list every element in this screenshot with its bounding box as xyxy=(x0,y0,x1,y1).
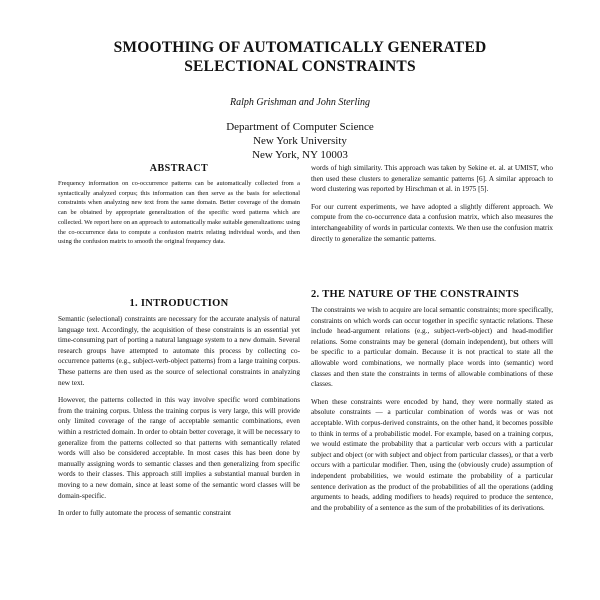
section-1-heading: 1. INTRODUCTION xyxy=(129,298,229,309)
section-2-heading: 2. THE NATURE OF THE CONSTRAINTS xyxy=(311,289,520,300)
affiliation-department: Department of Computer Science xyxy=(226,121,374,133)
right-column-paragraph: For our current experiments, we have adopted a slightly different approach. We compute from the co-occurrence data a confusion matrix, which also measures the interchangeability of words in particular contexts. We then use the confusion matrix directly to generalize the semantic patterns. xyxy=(311,202,553,243)
right-column-intro xyxy=(311,163,553,251)
affiliation-university: New York University xyxy=(253,135,347,147)
section-1-paragraph: Semantic (selectional) constraints are necessary for the accurate analysis of natural language text. Accordingly, the acquisition of these constraints is an essential yet time-consuming part of porting a natural language system to a new domain. Several research groups have attempted to automate this process by collecting co-occurrence patterns (e.g., subject-verb-object patterns) from a large training corpus. These patterns are then used as the source of selectional constraints in analyzing new text. xyxy=(58,315,300,387)
section-2-paragraph: When these constraints were encoded by hand, they were normally stated as absolute constraints — a particular combination of words was or was not acceptable. With corpus-derived constraints, on the other hand, it becomes possible to think in terms of a probabilistic model. For example, based on a training corpus, we would estimate the probability that a particular verb occurs with a particular subject and object (or with subject and object from particular classes), or that a verb occurs with a particular modifier. Then, using the (obviously crude) assumption of independent probabilities, we would estimate the probability of a particular sentence derivation as the product of the probabilities of all the operations (adding arguments to heads, adding modifiers to heads) required to produce the sentence, and the probability of a sentence as the sum of the probabilities of its derivations. xyxy=(311,397,553,512)
section-1-paragraph: In order to fully automate the process of semantic constraint xyxy=(58,509,232,518)
section-2-paragraph: The constraints we wish to acquire are local semantic constraints; more specifically, constraints on which words can occur together in specific syntactic relations. These include head-argument relations (e.g., subject-verb-object) and head-modifier relations. Some constraints may be general (domain independent), but others will be specific to a particular domain. Because it is not practical to state all the allowable word combinations, we normally place words into (semantic) word classes and then state the constraints in terms of allowable combinations of these classes. xyxy=(311,306,553,389)
paper-title-line-1: SMOOTHING OF AUTOMATICALLY GENERATED xyxy=(113,39,487,56)
section-2-body xyxy=(311,305,553,520)
authors: Ralph Grishman and John Sterling xyxy=(230,97,370,108)
affiliation-city: New York, NY 10003 xyxy=(252,149,348,161)
right-column-paragraph: words of high similarity. This approach was taken by Sekine et. al. at UMIST, who then used these clusters to generalize semantic patterns [6]. A similar approach to word clustering was reported by Hirschman et al. in 1975 [5]. xyxy=(311,164,553,194)
abstract-heading: ABSTRACT xyxy=(149,163,209,174)
section-1-body xyxy=(58,314,300,526)
abstract-text: Frequency information on co-occurrence patterns can be automatically collected from a syntactically analyzed corpus; this information can then serve as the basis for selectional constraints when analyzing new text from the same domain. Better coverage of the domain can be obtained by appropriate generalization of the specific word patterns which are collected. We report here on an approach to automatically make suitable generalizations: using the co-occurrence data to compute a confusion matrix relating individual words, and then using the confusion matrix to smooth the original frequency data. xyxy=(58,180,300,246)
section-1-paragraph: However, the patterns collected in this way involve specific word combinations from the training corpus. Unless the training corpus is very large, this will provide only limited coverage of the range of acceptable semantic combinations, even within a restricted domain. In order to obtain better coverage, it will be necessary to generalize from the patterns collected so that patterns with semantically related words will also be considered acceptable. In most cases this has been done by manually assigning words to semantic classes and then generalizing from specific words to their classes. This approach still implies a substantial manual burden in moving to a new domain, since at least some of the semantic word classes will be domain-specific. xyxy=(58,396,300,500)
paper-title-line-2: SELECTIONAL CONSTRAINTS xyxy=(184,58,416,75)
